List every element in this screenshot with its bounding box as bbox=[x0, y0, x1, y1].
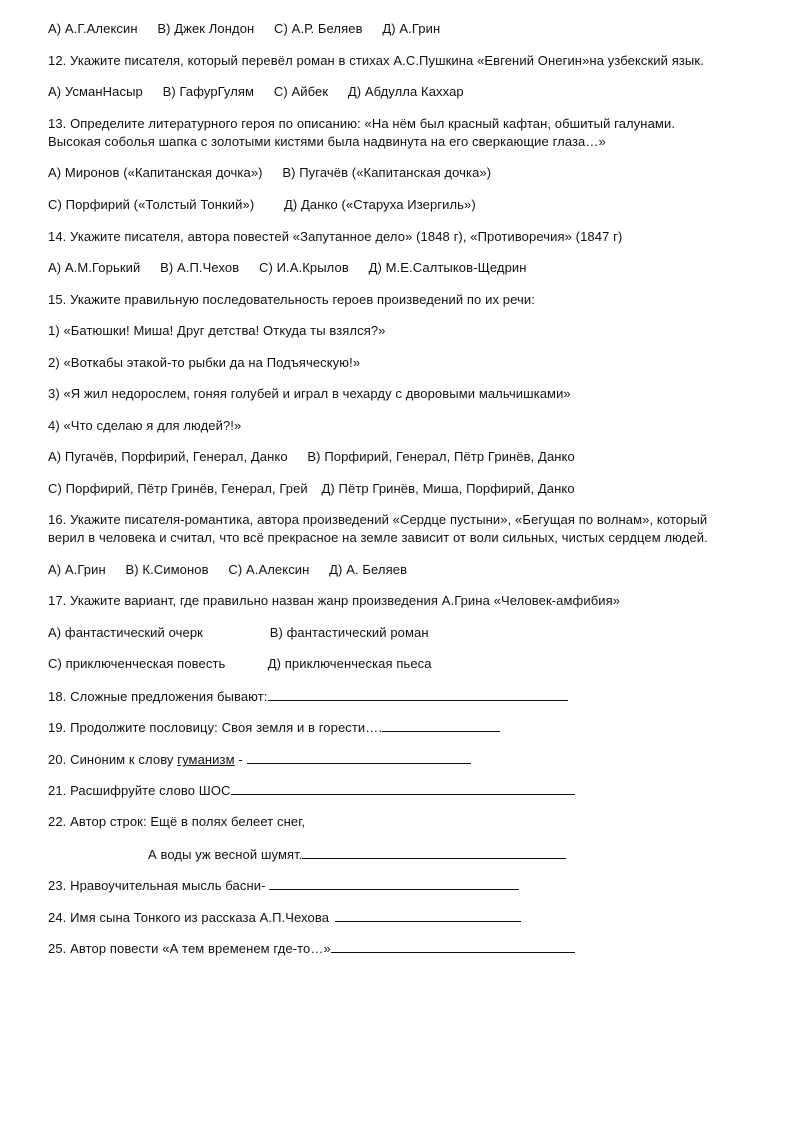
q15-quote-1: 1) «Батюшки! Миша! Друг детства! Откуда ты взялся?» bbox=[48, 323, 386, 338]
q18-answer-blank[interactable] bbox=[268, 687, 568, 701]
q25-answer-blank[interactable] bbox=[331, 939, 575, 953]
q17-options-row1 bbox=[48, 624, 445, 641]
q13-question-line2: Высокая соболья шапка с золотыми кистями была надвинута на его сверкающие глаза…» bbox=[48, 134, 606, 149]
q14-question: 14. Укажите писателя, автора повестей «Запутанное дело» (1848 г), «Противоречия» (1847 г) bbox=[48, 229, 623, 244]
q13-options-row1 bbox=[48, 164, 507, 181]
q17-question: 17. Укажите вариант, где правильно назван жанр произведения А.Грина «Человек-амфибия» bbox=[48, 593, 621, 608]
q20-suffix: - bbox=[234, 752, 243, 767]
q12-option-c: С) Айбек bbox=[273, 84, 329, 99]
q22-line2: А воды уж весной шумят. bbox=[148, 847, 303, 862]
q22-line1: 22. Автор строк: Ещё в полях белеет снег, bbox=[48, 814, 306, 829]
q17-option-a: А) фантастический очерк bbox=[48, 625, 203, 640]
q16-question-line2: верил в человека и считал, что всё прекрасное на земле зависит от воли сильных, чистых сердцем людей. bbox=[48, 530, 708, 545]
q16-option-d: Д) А. Беляев bbox=[329, 562, 408, 577]
q21-answer-blank[interactable] bbox=[231, 781, 575, 795]
q12-options bbox=[48, 83, 480, 100]
q25-question: 25. Автор повести «А тем временем где-то…» bbox=[48, 941, 331, 956]
q21-question: 21. Расшифруйте слово ШОС bbox=[48, 783, 231, 798]
q15-option-c: С) Порфирий, Пётр Гринёв, Генерал, Грей bbox=[48, 481, 308, 496]
q24-answer-blank[interactable] bbox=[335, 908, 521, 922]
q16-option-a: А) А.Грин bbox=[48, 562, 106, 577]
q18-line bbox=[48, 687, 568, 705]
q13-option-d: Д) Данко («Старуха Изергиль») bbox=[283, 197, 476, 212]
q15-question: 15. Укажите правильную последовательность героев произведений по их речи: bbox=[48, 292, 535, 307]
q15-options-row2 bbox=[48, 480, 591, 497]
q22-answer-blank[interactable] bbox=[302, 845, 566, 859]
q24-question: 24. Имя сына Тонкого из рассказа А.П.Чехова bbox=[48, 910, 330, 925]
q13-options-row2 bbox=[48, 196, 492, 213]
q16-option-c: С) А.Алексин bbox=[228, 562, 310, 577]
q23-line bbox=[48, 876, 519, 894]
q18-question: 18. Сложные предложения бывают: bbox=[48, 689, 268, 704]
q16-question-line1: 16. Укажите писателя-романтика, автора произведений «Сердце пустыни», «Бегущая по волнам», который bbox=[48, 512, 708, 527]
q20-answer-blank[interactable] bbox=[247, 750, 471, 764]
q15-option-d: Д) Пётр Гринёв, Миша, Порфирий, Данко bbox=[321, 481, 575, 496]
q17-options-row2 bbox=[48, 655, 448, 672]
q12-question: 12. Укажите писателя, который перевёл роман в стихах А.С.Пушкина «Евгений Онегин»на узбекский язык. bbox=[48, 53, 704, 68]
q15-quote-4: 4) «Что сделаю я для людей?!» bbox=[48, 418, 242, 433]
q11-option-d: Д) А.Грин bbox=[382, 21, 441, 36]
q17-option-c: С) приключенческая повесть bbox=[48, 656, 226, 671]
q13-question-line1: 13. Определите литературного героя по описанию: «На нём был красный кафтан, обшитый галунами. bbox=[48, 116, 676, 131]
q22-line2-wrap bbox=[148, 845, 566, 863]
q11-option-a: А) А.Г.Алексин bbox=[48, 21, 138, 36]
q15-options-row1 bbox=[48, 448, 591, 465]
q25-line bbox=[48, 939, 575, 957]
q19-line bbox=[48, 718, 500, 736]
q20-line bbox=[48, 750, 471, 768]
q14-option-d: Д) М.Е.Салтыков-Щедрин bbox=[368, 260, 527, 275]
q11-options bbox=[48, 20, 456, 37]
q13-option-c: С) Порфирий («Толстый Тонкий») bbox=[48, 197, 255, 212]
q16-options bbox=[48, 561, 423, 578]
q23-answer-blank[interactable] bbox=[269, 876, 519, 890]
q20-prefix: 20. Синоним к слову bbox=[48, 752, 178, 767]
q17-option-b: В) фантастический роман bbox=[269, 625, 429, 640]
q12-option-a: А) УсманНасыр bbox=[48, 84, 143, 99]
q14-option-a: А) А.М.Горький bbox=[48, 260, 141, 275]
q12-option-b: В) ГафурГулям bbox=[162, 84, 255, 99]
q24-line bbox=[48, 908, 521, 926]
q16-option-b: В) К.Симонов bbox=[125, 562, 209, 577]
q13-option-a: А) Миронов («Капитанская дочка») bbox=[48, 165, 263, 180]
q19-question: 19. Продолжите пословицу: Своя земля и в горести…. bbox=[48, 720, 383, 735]
q14-option-b: В) А.П.Чехов bbox=[160, 260, 240, 275]
q14-options bbox=[48, 259, 543, 276]
q14-option-c: С) И.А.Крылов bbox=[258, 260, 349, 275]
q15-option-a: А) Пугачёв, Порфирий, Генерал, Данко bbox=[48, 449, 288, 464]
q11-option-c: С) А.Р. Беляев bbox=[274, 21, 363, 36]
q19-answer-blank[interactable] bbox=[382, 718, 500, 732]
q20-word: гуманизм bbox=[177, 752, 235, 767]
q12-option-d: Д) Абдулла Каххар bbox=[347, 84, 464, 99]
q23-question: 23. Нравоучительная мысль басни- bbox=[48, 878, 266, 893]
q11-option-b: В) Джек Лондон bbox=[157, 21, 255, 36]
q15-quote-2: 2) «Воткабы этакой-то рыбки да на Подъяческую!» bbox=[48, 355, 361, 370]
q21-line bbox=[48, 781, 575, 799]
q15-option-b: В) Порфирий, Генерал, Пётр Гринёв, Данко bbox=[307, 449, 575, 464]
q13-option-b: В) Пугачёв («Капитанская дочка») bbox=[282, 165, 492, 180]
q17-option-d: Д) приключенческая пьеса bbox=[267, 656, 432, 671]
q15-quote-3: 3) «Я жил недорослем, гоняя голубей и играл в чехарду с дворовыми мальчишками» bbox=[48, 386, 571, 401]
